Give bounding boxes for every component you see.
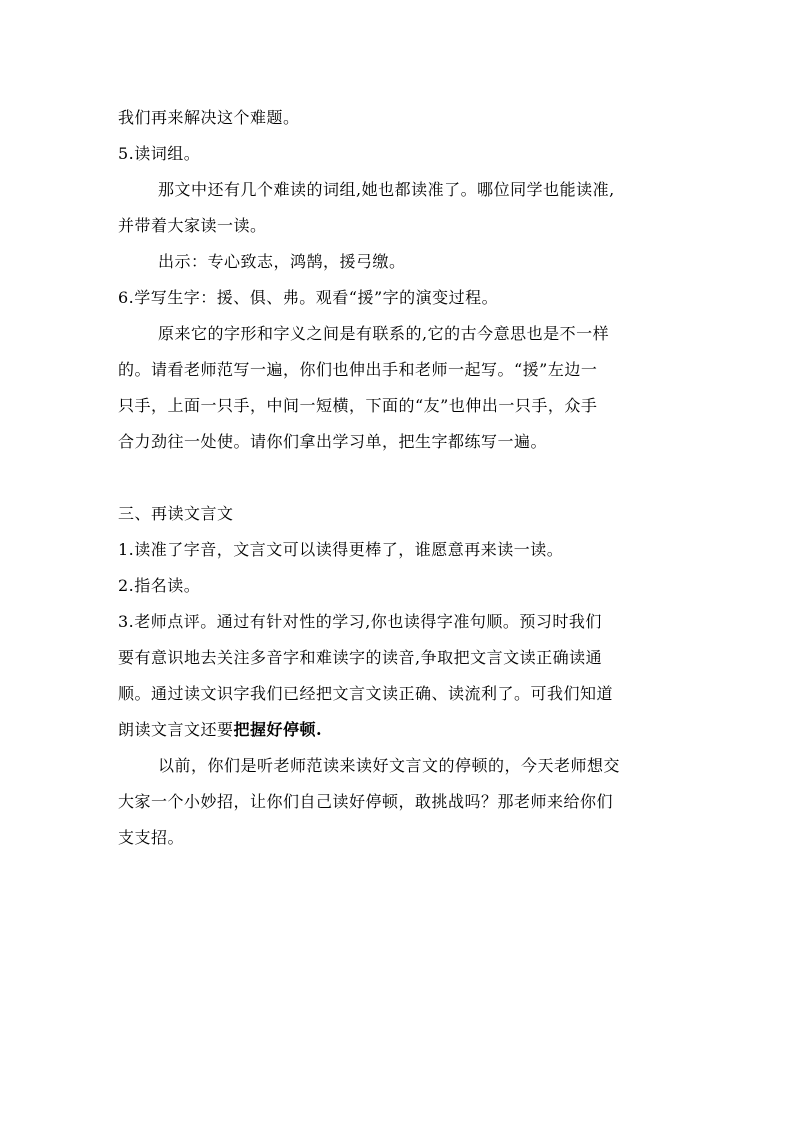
paragraph-line	[118, 712, 678, 748]
paragraph-line: 只手，上面一只手，中间一短横，下面的“友”也伸出一只手，众手	[118, 396, 598, 415]
section-heading-5: 5.读词组。	[118, 144, 201, 163]
list-item-1: 1.读准了字音，文言文可以读得更棒了，谁愿意再来读一读。	[118, 540, 564, 559]
paragraph-line: 合力劲往一处使。请你们拿出学习单，把生字都练写一遍。	[118, 432, 548, 451]
blank-line	[118, 460, 678, 496]
paragraph-line: 那文中还有几个难读的词组,她也都读准了。哪位同学也能读准,	[158, 180, 615, 199]
text-run: 朗读文言文还要	[118, 720, 234, 739]
example-words-line: 出示：专心致志，鸿鹄，援弓缴。	[158, 252, 406, 271]
document-body	[118, 100, 678, 856]
paragraph-line: 以前，你们是听老师范读来读好文言文的停顿的，今天老师想交	[158, 756, 621, 775]
section-heading-3: 三、再读文言文	[118, 504, 234, 523]
list-item-3: 3.老师点评。通过有针对性的学习,你也读得字准句顺。预习时我们	[118, 612, 602, 631]
paragraph-line: 的。请看老师范写一遍，你们也伸出手和老师一起写。“援”左边一	[118, 360, 598, 379]
text-line: 我们再来解决这个难题。	[118, 108, 300, 127]
paragraph-line: 要有意识地去关注多音字和难读字的读音,争取把文言文读正确读通	[118, 648, 603, 667]
list-item-2: 2.指名读。	[118, 576, 201, 595]
paragraph-line: 原来它的字形和字义之间是有联系的,它的古今意思也是不一样	[158, 324, 610, 343]
paragraph-line: 支支招。	[118, 828, 185, 847]
bold-emphasis: 把握好停顿.	[233, 720, 323, 739]
paragraph-line: 并带着大家读一读。	[118, 216, 267, 235]
paragraph-line: 顺。通过读文识字我们已经把文言文读正确、读流利了。可我们知道	[118, 684, 614, 703]
paragraph-line: 大家一个小妙招，让你们自己读好停顿，敢挑战吗？那老师来给你们	[118, 792, 614, 811]
section-heading-6: 6.学写生字：援、俱、弗。观看“援”字的演变过程。	[118, 288, 499, 307]
